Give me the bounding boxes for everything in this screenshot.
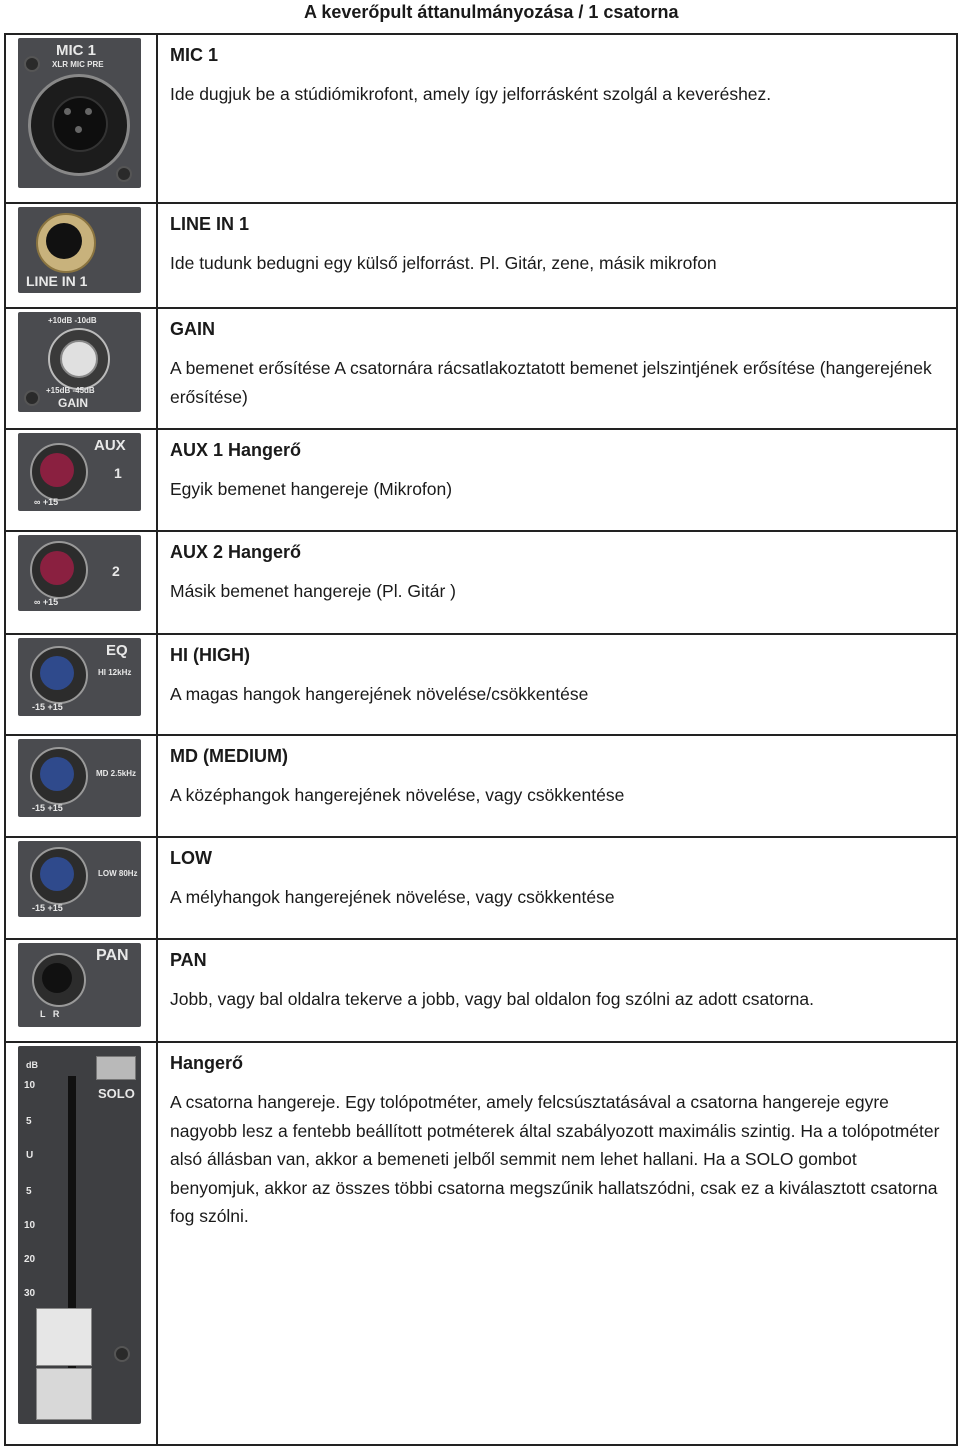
fader-scale-label: 5 [26,1116,32,1127]
row-description: Ide tudunk bedugni egy külső jelforrást. Pl. Gitár, zene, másik mikrofon [170,253,717,273]
row-heading: HI (HIGH) [170,645,250,665]
fader-scale-label: 20 [24,1254,36,1265]
eq-knob-icon [18,638,141,716]
panel-band: MD 2.5kHz [96,769,137,778]
image-cell [5,634,157,735]
row-heading: AUX 2 Hangerő [170,542,302,562]
eq-knob-icon [18,841,141,917]
panel-range: -15 +15 [32,803,63,813]
fader-icon [18,1046,141,1424]
panel-label: LINE IN 1 [26,273,88,289]
row-description: Egyik bemenet hangereje (Mikrofon) [170,479,453,499]
eq-knob-icon [18,739,141,817]
row-description: A bemenet erősítése A csatornára rácsatlakoztatott bemenet jelszintjének erősítése (hangerejének erősítése) [170,358,932,407]
fader-scale-label: 5 [26,1186,32,1197]
image-cell [5,34,157,203]
text-cell [157,634,957,735]
row-heading: MD (MEDIUM) [170,746,288,766]
solo-button [96,1056,136,1080]
table-row [5,634,957,735]
row-heading: PAN [170,950,207,970]
channel-table [4,33,958,1446]
table-row [5,34,957,203]
aux-knob-icon [18,535,141,611]
image-cell [5,308,157,429]
panel-range: +15dB -45dB [46,386,95,395]
text-cell [157,203,957,308]
row-heading: AUX 1 Hangerő [170,440,302,460]
panel-label: PAN [96,947,129,964]
row-heading: LOW [170,848,212,868]
jack-socket-icon [18,207,141,293]
table-row [5,837,957,939]
image-cell [5,939,157,1042]
panel-band: LOW 80Hz [98,869,138,878]
table-row [5,203,957,308]
text-cell [157,34,957,203]
text-cell [157,429,957,531]
aux-knob-icon [18,433,141,511]
pan-knob-icon [18,943,141,1027]
fader-cap [36,1368,92,1420]
panel-range: ∞ +15 [34,497,59,507]
panel-label: GAIN [58,396,88,410]
text-cell [157,939,957,1042]
panel-number: 2 [112,563,120,579]
image-cell [5,429,157,531]
panel-range: -15 +15 [32,702,63,712]
panel-range: L R [40,1009,60,1019]
text-cell [157,1042,957,1445]
table-row [5,429,957,531]
row-description: Ide dugjuk be a stúdiómikrofont, amely így jelforrásként szolgál a keveréshez. [170,84,772,104]
text-cell [157,531,957,634]
row-description: A magas hangok hangerejének növelése/csökkentése [170,684,589,704]
row-description: Jobb, vagy bal oldalra tekerve a jobb, vagy bal oldalon fog szólni az adott csatorna. [170,989,815,1009]
image-cell [5,531,157,634]
text-cell [157,308,957,429]
xlr-jack-icon [18,38,141,188]
image-cell [5,735,157,837]
panel-label: AUX [94,437,126,454]
table-row [5,1042,957,1445]
image-cell [5,837,157,939]
fader-cap [36,1308,92,1366]
panel-scale: +10dB -10dB [48,316,97,325]
fader-scale-label: U [26,1150,34,1161]
panel-label: MIC 1 [56,42,97,59]
page-title: A keverőpult áttanulmányozása / 1 csatorna [304,2,679,22]
panel-range: ∞ +15 [34,597,59,607]
table-row [5,308,957,429]
fader-scale-label: 10 [24,1220,36,1231]
panel-label: SOLO [98,1086,135,1101]
row-description: A középhangok hangerejének növelése, vagy csökkentése [170,785,625,805]
row-description: A mélyhangok hangerejének növelése, vagy csökkentése [170,887,615,907]
panel-db-label: dB [26,1060,38,1070]
panel-sublabel: XLR MIC PRE [52,60,104,69]
panel-label: EQ [106,642,128,659]
row-heading: MIC 1 [170,45,219,65]
table-row [5,735,957,837]
text-cell [157,735,957,837]
row-description: A csatorna hangereje. Egy tolópotméter, amely felcsúsztatásával a csatorna hangereje egyre nagyobb lesz a fentebb beállított potméterek által szabályozott maximális szintig. Ha a tolópotméter alsó állásban van, akkor a bemeneti jelből semmit nem lehet hallani. Ha a SOLO gombot benyomjuk, akkor az összes többi csatorna megszűnik hallatszódni, csak ez a kiválasztott csatorna fog szólni. [170,1092,940,1226]
panel-band: HI 12kHz [98,668,132,677]
row-heading: GAIN [170,319,215,339]
text-cell [157,837,957,939]
row-heading: LINE IN 1 [170,214,250,234]
fader-scale-label: 30 [24,1288,36,1299]
gain-knob-icon [18,312,141,412]
row-heading: Hangerő [170,1053,244,1073]
row-description: Másik bemenet hangereje (Pl. Gitár ) [170,581,456,601]
table-row [5,939,957,1042]
panel-range: -15 +15 [32,903,63,913]
fader-scale-label: 10 [24,1080,36,1091]
panel-number: 1 [114,465,122,481]
table-row [5,531,957,634]
image-cell [5,203,157,308]
image-cell [5,1042,157,1445]
